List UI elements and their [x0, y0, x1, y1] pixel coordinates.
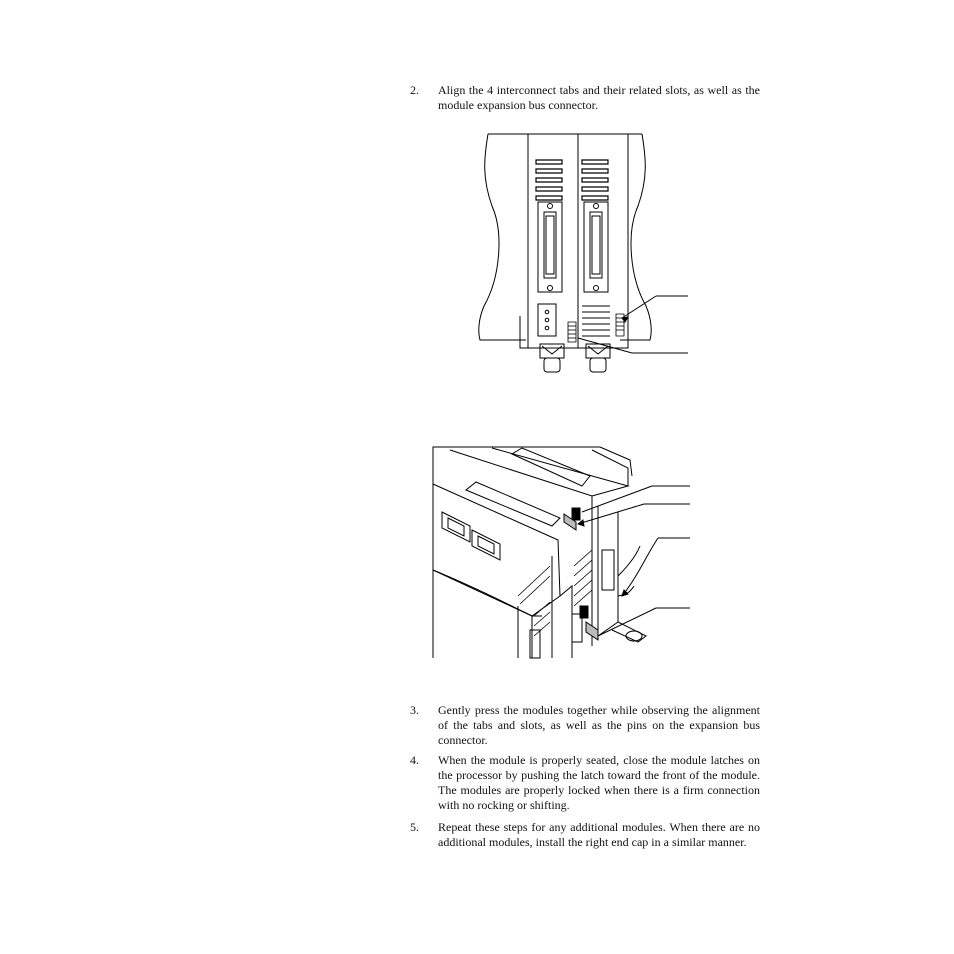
step-2: [410, 83, 760, 115]
perspective-view-figure: [432, 446, 692, 660]
step-text: Repeat these steps for any additional modules. When there are no additional modules, install the right end cap in a similar manner.: [438, 820, 760, 849]
step-number: 3.: [410, 703, 419, 717]
step-3: [410, 703, 760, 749]
step-number: 2.: [410, 83, 419, 97]
front-view-figure: [470, 128, 690, 378]
step-5: [410, 820, 760, 866]
step-text: Gently press the modules together while observing the alignment of the tabs and slots, as well as the pins on the expansion bus connector.: [438, 703, 760, 747]
step-text: When the module is properly seated, close the module latches on the processor by pushing the latch toward the front of the module. The modules are properly locked when there is a firm connection with no rocking or shifting.: [438, 753, 760, 812]
step-text: Align the 4 interconnect tabs and their related slots, as well as the module expansion bus connector.: [438, 83, 760, 112]
step-number: 4.: [410, 753, 419, 767]
step-4: [410, 753, 760, 815]
step-number: 5.: [410, 820, 419, 834]
